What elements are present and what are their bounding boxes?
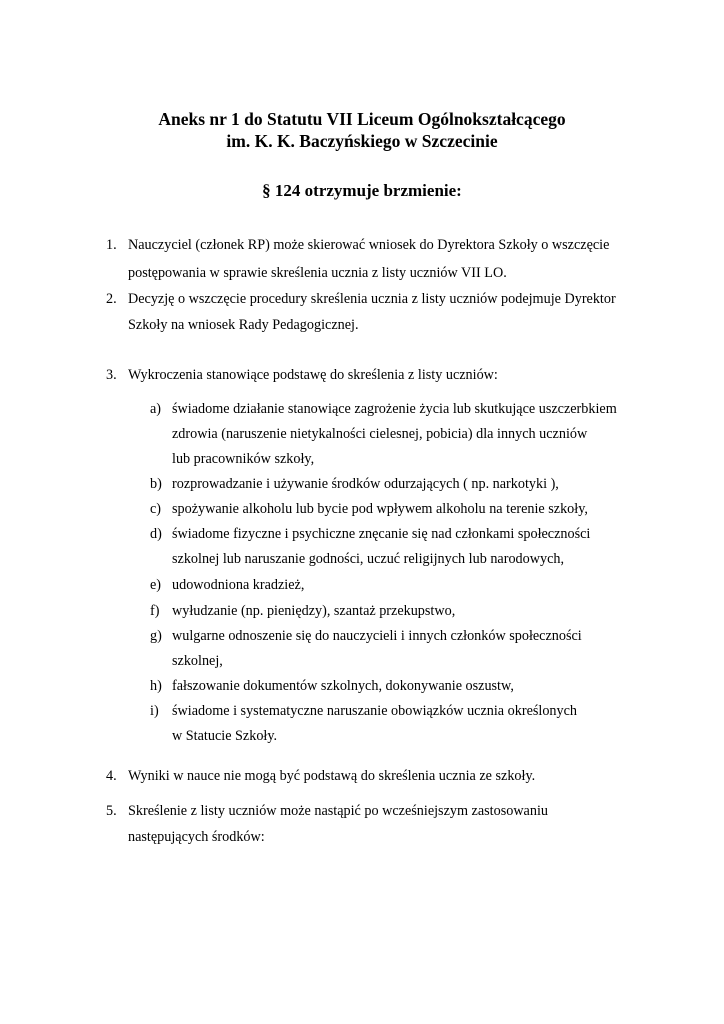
subitem-i-line-2: w Statucie Szkoły.	[172, 728, 278, 744]
subitem-a-line-3: lub pracowników szkoły,	[172, 451, 315, 467]
subitem-h-marker: h)	[150, 678, 162, 694]
item-4-line-1: Wyniki w nauce nie mogą być podstawą do skreślenia ucznia ze szkoły.	[128, 768, 536, 784]
item-1-marker: 1.	[106, 237, 117, 253]
subitem-b-marker: b)	[150, 476, 162, 492]
subitem-i-line-1: świadome i systematyczne naruszanie obowiązków ucznia określonych	[172, 703, 577, 719]
subitem-f-line-1: wyłudzanie (np. pieniędzy), szantaż przekupstwo,	[172, 603, 456, 619]
subitem-g-line-1: wulgarne odnoszenie się do nauczycieli i innych członków społeczności	[172, 628, 582, 644]
subitem-d-marker: d)	[150, 526, 162, 542]
item-5-marker: 5.	[106, 803, 117, 819]
subitem-a-marker: a)	[150, 401, 162, 417]
subitem-e-marker: e)	[150, 577, 162, 593]
section-heading: § 124 otrzymuje brzmienie:	[262, 181, 462, 200]
subitem-d-line-2: szkolnej lub naruszanie godności, uczuć religijnych lub narodowych,	[172, 551, 565, 567]
item-1-line-1: Nauczyciel (członek RP) może skierować wniosek do Dyrektora Szkoły o wszczęcie	[128, 237, 610, 253]
item-3-line-1: Wykroczenia stanowiące podstawę do skreślenia z listy uczniów:	[128, 367, 498, 383]
subitem-c-line-1: spożywanie alkoholu lub bycie pod wpływem alkoholu na terenie szkoły,	[172, 501, 588, 517]
subitem-f-marker: f)	[150, 603, 160, 619]
subitem-d-line-1: świadome fizyczne i psychiczne znęcanie się nad członkami społeczności	[172, 526, 591, 542]
subitem-a-line-1: świadome działanie stanowiące zagrożenie życia lub skutkujące uszczerbkiem	[172, 401, 617, 417]
item-5-line-1: Skreślenie z listy uczniów może nastąpić po wcześniejszym zastosowaniu	[128, 803, 548, 819]
subitem-b-line-1: rozprowadzanie i używanie środków odurzających ( np. narkotyki ),	[172, 476, 559, 492]
document-title-line-2: im. K. K. Baczyńskiego w Szczecinie	[226, 131, 498, 151]
subitem-h-line-1: fałszowanie dokumentów szkolnych, dokonywanie oszustw,	[172, 678, 514, 694]
item-2-line-1: Decyzję o wszczęcie procedury skreślenia ucznia z listy uczniów podejmuje Dyrektor	[128, 291, 616, 307]
item-2-line-2: Szkoły na wniosek Rady Pedagogicznej.	[128, 317, 359, 333]
item-1-line-2: postępowania w sprawie skreślenia ucznia z listy uczniów VII LO.	[128, 265, 507, 281]
item-3-marker: 3.	[106, 367, 117, 383]
subitem-c-marker: c)	[150, 501, 162, 517]
item-2-marker: 2.	[106, 291, 117, 307]
document-title-line-1: Aneks nr 1 do Statutu VII Liceum Ogólnokształcącego	[158, 109, 566, 129]
subitem-e-line-1: udowodniona kradzież,	[172, 577, 305, 593]
subitem-g-line-2: szkolnej,	[172, 653, 223, 669]
item-4-marker: 4.	[106, 768, 117, 784]
subitem-i-marker: i)	[150, 703, 159, 719]
item-5-line-2: następujących środków:	[128, 829, 265, 845]
subitem-a-line-2: zdrowia (naruszenie nietykalności cielesnej, pobicia) dla innych uczniów	[172, 426, 588, 442]
subitem-g-marker: g)	[150, 628, 162, 644]
